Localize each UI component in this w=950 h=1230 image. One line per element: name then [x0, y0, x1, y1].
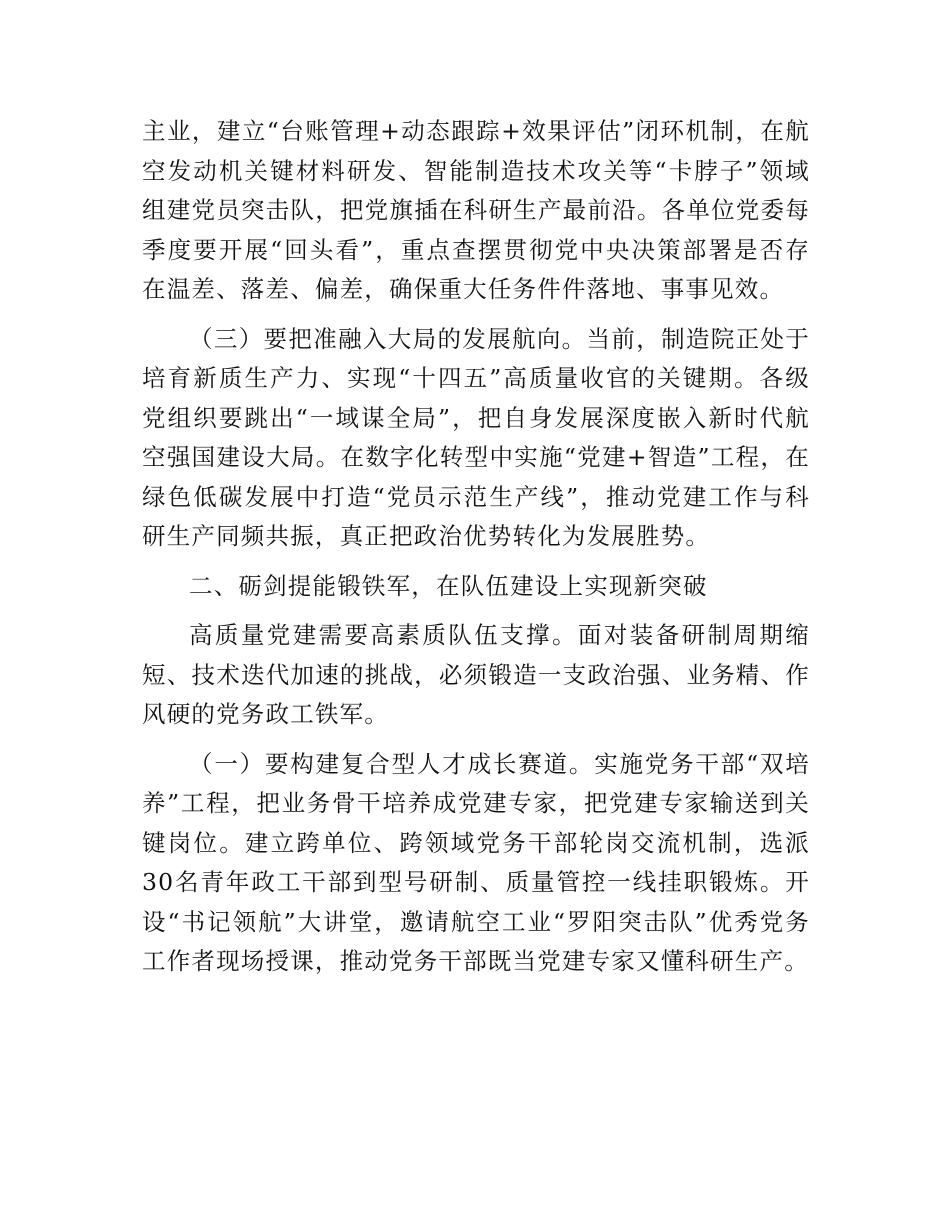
paragraph-continued: 主业，建立“台账管理+动态跟踪+效果评估”闭环机制，在航空发动机关键材料研发、智能制造技术攻关等“卡脖子”领域组建党员突击队，把党旗插在科研生产最前沿。各单位党委每季度要开展“回头看”，重点查摆贯彻党中央决策部署是否存在温差、落差、偏差，确保重大任务件件落地、事事见效。 [142, 117, 810, 303]
paragraph-subsection-one: （一）要构建复合型人才成长赛道。实施党务干部“双培养”工程，把业务骨干培养成党建专家，把党建专家输送到关键岗位。建立跨单位、跨领域党务干部轮岗交流机制，选派30名青年政工干部到型号研制、质量管控一线挂职锻炼。开设“书记领航”大讲堂，邀请航空工业“罗阳突击队”优秀党务工作者现场授课，推动党务干部既当党建专家又懂科研生产。 [142, 749, 810, 975]
paragraph-section-intro: 高质量党建需要高素质队伍支撑。面对装备研制周期缩短、技术迭代加速的挑战，必须锻造一支政治强、业务精、作风硬的党务政工铁军。 [142, 621, 810, 728]
paragraph-section-three: （三）要把准融入大局的发展航向。当前，制造院正处于培育新质生产力、实现“十四五”高质量收官的关键期。各级党组织要跳出“一域谋全局”，把自身发展深度嵌入新时代航空强国建设大局。在数字化转型中实施“党建+智造”工程，在绿色低碳发展中打造“党员示范生产线”，推动党建工作与科研生产同频共振，真正把政治优势转化为发展胜势。 [142, 324, 810, 550]
document-body [142, 112, 810, 982]
section-heading-two: 二、砺剑提能锻铁军，在队伍建设上实现新突破 [189, 571, 708, 600]
